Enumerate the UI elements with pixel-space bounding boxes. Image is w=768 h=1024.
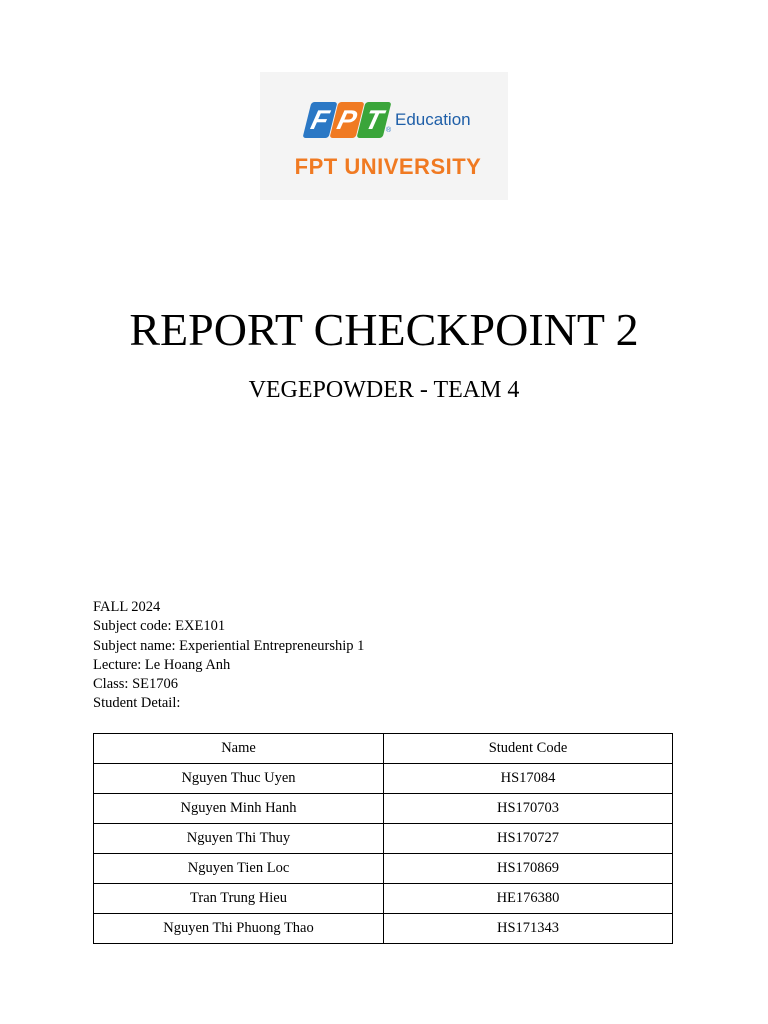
student-name: Nguyen Thuc Uyen bbox=[94, 764, 384, 794]
student-code: HS170703 bbox=[384, 794, 673, 824]
lecture: Lecture: Le Hoang Anh bbox=[93, 656, 231, 673]
logo-education-text: Education bbox=[395, 110, 471, 129]
header-student-code: Student Code bbox=[384, 734, 673, 764]
fpt-mark bbox=[307, 102, 388, 142]
logo-letter-f: F bbox=[303, 102, 338, 138]
student-name: Nguyen Thi Thuy bbox=[94, 824, 384, 854]
student-code: HS171343 bbox=[384, 914, 673, 944]
student-code: HS17084 bbox=[384, 764, 673, 794]
fpt-education-logo bbox=[260, 72, 508, 200]
subject-code: Subject code: EXE101 bbox=[93, 618, 226, 635]
table-row bbox=[94, 884, 673, 914]
table-row bbox=[94, 914, 673, 944]
table-row bbox=[94, 824, 673, 854]
table-row bbox=[94, 764, 673, 794]
logo-university-text: FPT UNIVERSITY bbox=[294, 154, 482, 179]
student-table bbox=[93, 733, 673, 944]
student-code: HS170727 bbox=[384, 824, 673, 854]
registered-mark: ® bbox=[386, 127, 392, 134]
table-row bbox=[94, 794, 673, 824]
logo-letter-p: P bbox=[330, 102, 365, 138]
report-subtitle: VEGEPOWDER - TEAM 4 bbox=[248, 377, 520, 403]
table-header-row bbox=[94, 734, 673, 764]
student-name: Tran Trung Hieu bbox=[94, 884, 384, 914]
report-info bbox=[93, 598, 364, 714]
class: Class: SE1706 bbox=[93, 676, 178, 693]
logo-letter-t: T bbox=[357, 102, 392, 138]
student-code: HS170869 bbox=[384, 854, 673, 884]
term: FALL 2024 bbox=[93, 599, 161, 615]
student-name: Nguyen Minh Hanh bbox=[94, 794, 384, 824]
student-name: Nguyen Tien Loc bbox=[94, 854, 384, 884]
student-code: HE176380 bbox=[384, 884, 673, 914]
student-name: Nguyen Thi Phuong Thao bbox=[94, 914, 384, 944]
student-detail-label: Student Detail: bbox=[93, 695, 181, 712]
header-name: Name bbox=[94, 734, 384, 764]
report-title: REPORT CHECKPOINT 2 bbox=[129, 304, 639, 355]
table-row bbox=[94, 854, 673, 884]
subject-name: Subject name: Experiential Entrepreneurship 1 bbox=[93, 637, 365, 654]
